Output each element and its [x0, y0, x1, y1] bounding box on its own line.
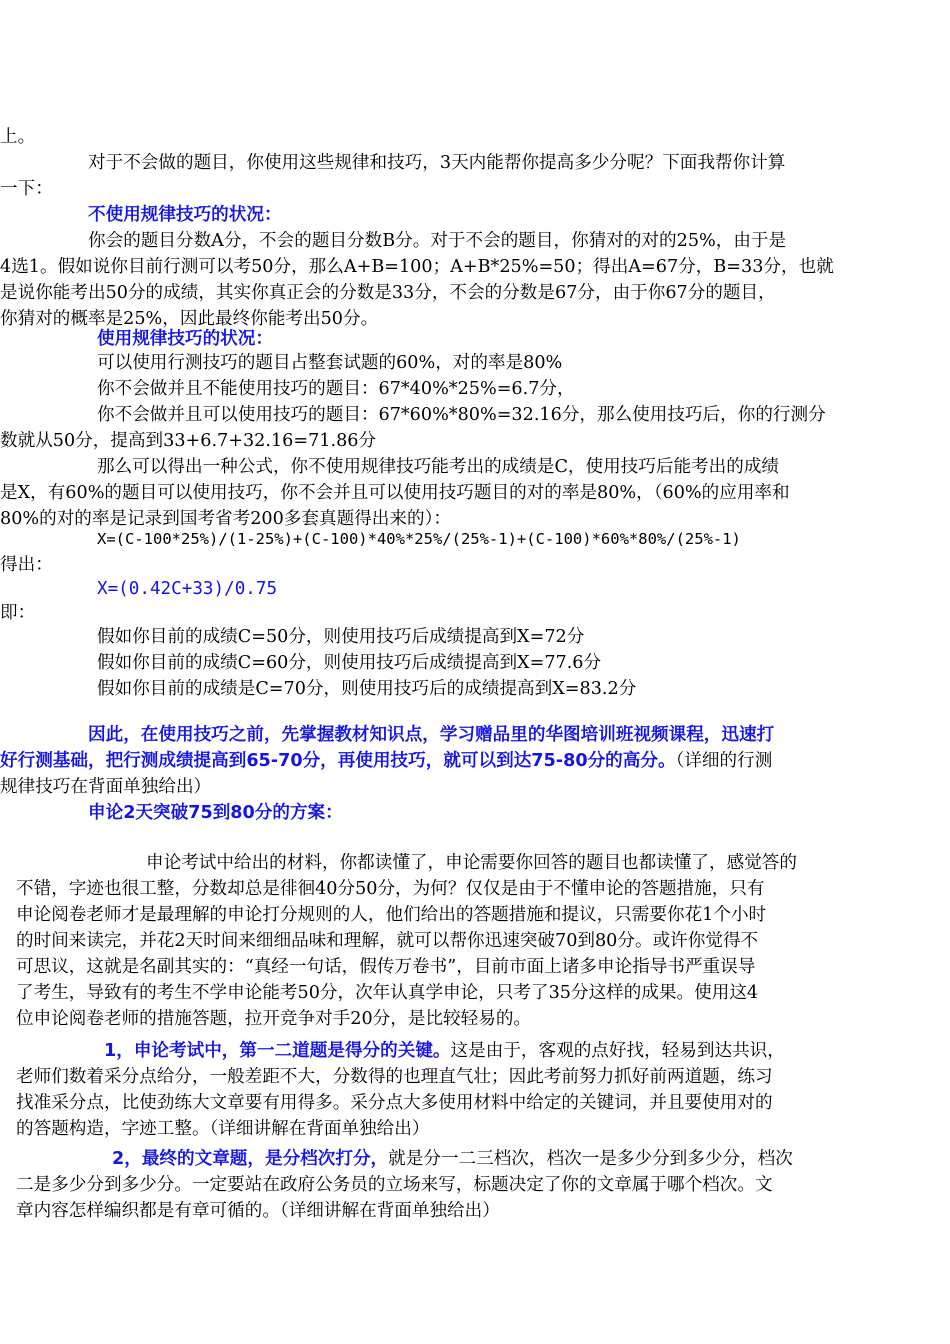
text-line: 你不会做并且不能使用技巧的题目：67*40%*25%=6.7分，: [97, 379, 575, 399]
section-heading: 申论2天突破75到80分的方案：: [88, 803, 343, 823]
text-line: 4选1。假如说你目前行测可以考50分，那么A+B=100；A+B*25%=50；得出A=67分，B=33分，也就: [0, 257, 834, 277]
mixed-line: [112, 1146, 793, 1172]
formula-line: X=(C-100*25%)/(1-25%)+(C-100)*40%*25%/(25%-1)+(C-100)*60%*80%/(25%-1): [97, 530, 741, 548]
highlight-text: 1，申论考试中，第一二道题是得分的关键。: [104, 1041, 451, 1061]
text-line: 即：: [0, 603, 36, 623]
section-heading: 使用规律技巧的状况：: [97, 329, 273, 349]
text-line: 一下：: [0, 179, 53, 199]
text-line: 不错，字迹也很工整，分数却总是徘徊40分50分，为何？仅仅是由于不懂申论的答题措施，只有: [16, 879, 765, 899]
text-line: 得出：: [0, 555, 53, 575]
text-line: 那么可以得出一种公式，你不使用规律技巧能考出的成绩是C，使用技巧后能考出的成绩: [97, 457, 780, 477]
text-line: 可思议，这就是名副其实的：“真经一句话，假传万卷书”，目前市面上诸多申论指导书严重误导: [16, 957, 756, 977]
text-line: 是说你能考出50分的成绩，其实你真正会的分数是33分，不会的分数是67分，由于你67分的题目，: [0, 283, 776, 303]
body-text: 就是分一二三档次，档次一是多少分到多少分，档次: [388, 1149, 793, 1169]
mixed-line: [104, 1038, 785, 1064]
text-line: 80%的对的率是记录到国考省考200多套真题得出来的）：: [0, 509, 451, 529]
text-line: 找准采分点，比使劲练大文章要有用得多。采分点大多使用材料中给定的关键词，并且要使用对的: [16, 1093, 773, 1113]
text-line: 你不会做并且可以使用技巧的题目：67*60%*80%=32.16分，那么使用技巧后，你的行测分: [97, 405, 826, 425]
text-line: 你会的题目分数A分，不会的题目分数B分。对于不会的题目，你猜对的对的25%，由于是: [88, 231, 787, 251]
highlight-text: 2，最终的文章题，是分档次打分，: [112, 1149, 389, 1169]
text-line: 规律技巧在背面单独给出）: [0, 777, 212, 797]
mixed-line: [0, 748, 772, 774]
text-line: 上。: [0, 127, 36, 147]
body-text: 这是由于，客观的点好找，轻易到达共识，: [450, 1041, 785, 1061]
text-line: 对于不会做的题目，你使用这些规律和技巧，3天内能帮你提高多少分呢？下面我帮你计算: [88, 153, 786, 173]
text-line: 假如你目前的成绩是C=70分，则使用技巧后的成绩提高到X=83.2分: [97, 679, 637, 699]
result-formula: X=(0.42C+33)/0.75: [97, 579, 278, 599]
text-line: 申论阅卷老师才是最理解的申论打分规则的人，他们给出的答题措施和提议，只需要你花1个小时: [16, 905, 767, 925]
text-line: 二是多少分到多少分。一定要站在政府公务员的立场来写，标题决定了你的文章属于哪个档次。文: [16, 1175, 773, 1195]
highlight-line: 因此，在使用技巧之前，先掌握教材知识点，学习赠品里的华图培训班视频课程，迅速打: [88, 725, 775, 745]
text-line: 可以使用行测技巧的题目占整套试题的60%，对的率是80%: [97, 353, 563, 373]
text-line: 的答题构造，字迹工整。（详细讲解在背面单独给出）: [16, 1119, 430, 1139]
text-line: 假如你目前的成绩C=60分，则使用技巧后成绩提高到X=77.6分: [97, 653, 602, 673]
text-line: 假如你目前的成绩C=50分，则使用技巧后成绩提高到X=72分: [97, 627, 585, 647]
text-line: 了考生，导致有的考生不学申论能考50分，次年认真学申论，只考了35分这样的成果。使用这4: [16, 983, 759, 1003]
text-line: 章内容怎样编织都是有章可循的。（详细讲解在背面单独给出）: [16, 1201, 500, 1221]
text-line: 申论考试中给出的材料，你都读懂了，申论需要你回答的题目也都读懂了，感觉答的: [146, 853, 797, 873]
text-line: 的时间来读完，并花2天时间来细细品味和理解，就可以帮你迅速突破70到80分。或许你觉得不: [16, 931, 759, 951]
note-text: （详细的行测: [675, 751, 773, 771]
section-heading: 不使用规律技巧的状况：: [88, 205, 282, 225]
text-line: 你猜对的概率是25%，因此最终你能考出50分。: [0, 309, 379, 329]
text-line: 数就从50分，提高到33+6.7+32.16=71.86分: [0, 431, 377, 451]
text-line: 老师们数着采分点给分，一般差距不大，分数得的也理直气壮；因此考前努力抓好前两道题，练习: [16, 1067, 773, 1087]
highlight-text: 好行测基础，把行测成绩提高到65-70分，再使用技巧，就可以到达75-80分的高分。: [0, 751, 676, 771]
text-line: 是X，有60%的题目可以使用技巧，你不会并且可以使用技巧题目的对的率是80%，（60%的应用率和: [0, 483, 790, 503]
text-line: 位申论阅卷老师的措施答题，拉开竞争对手20分，是比较轻易的。: [16, 1009, 532, 1029]
